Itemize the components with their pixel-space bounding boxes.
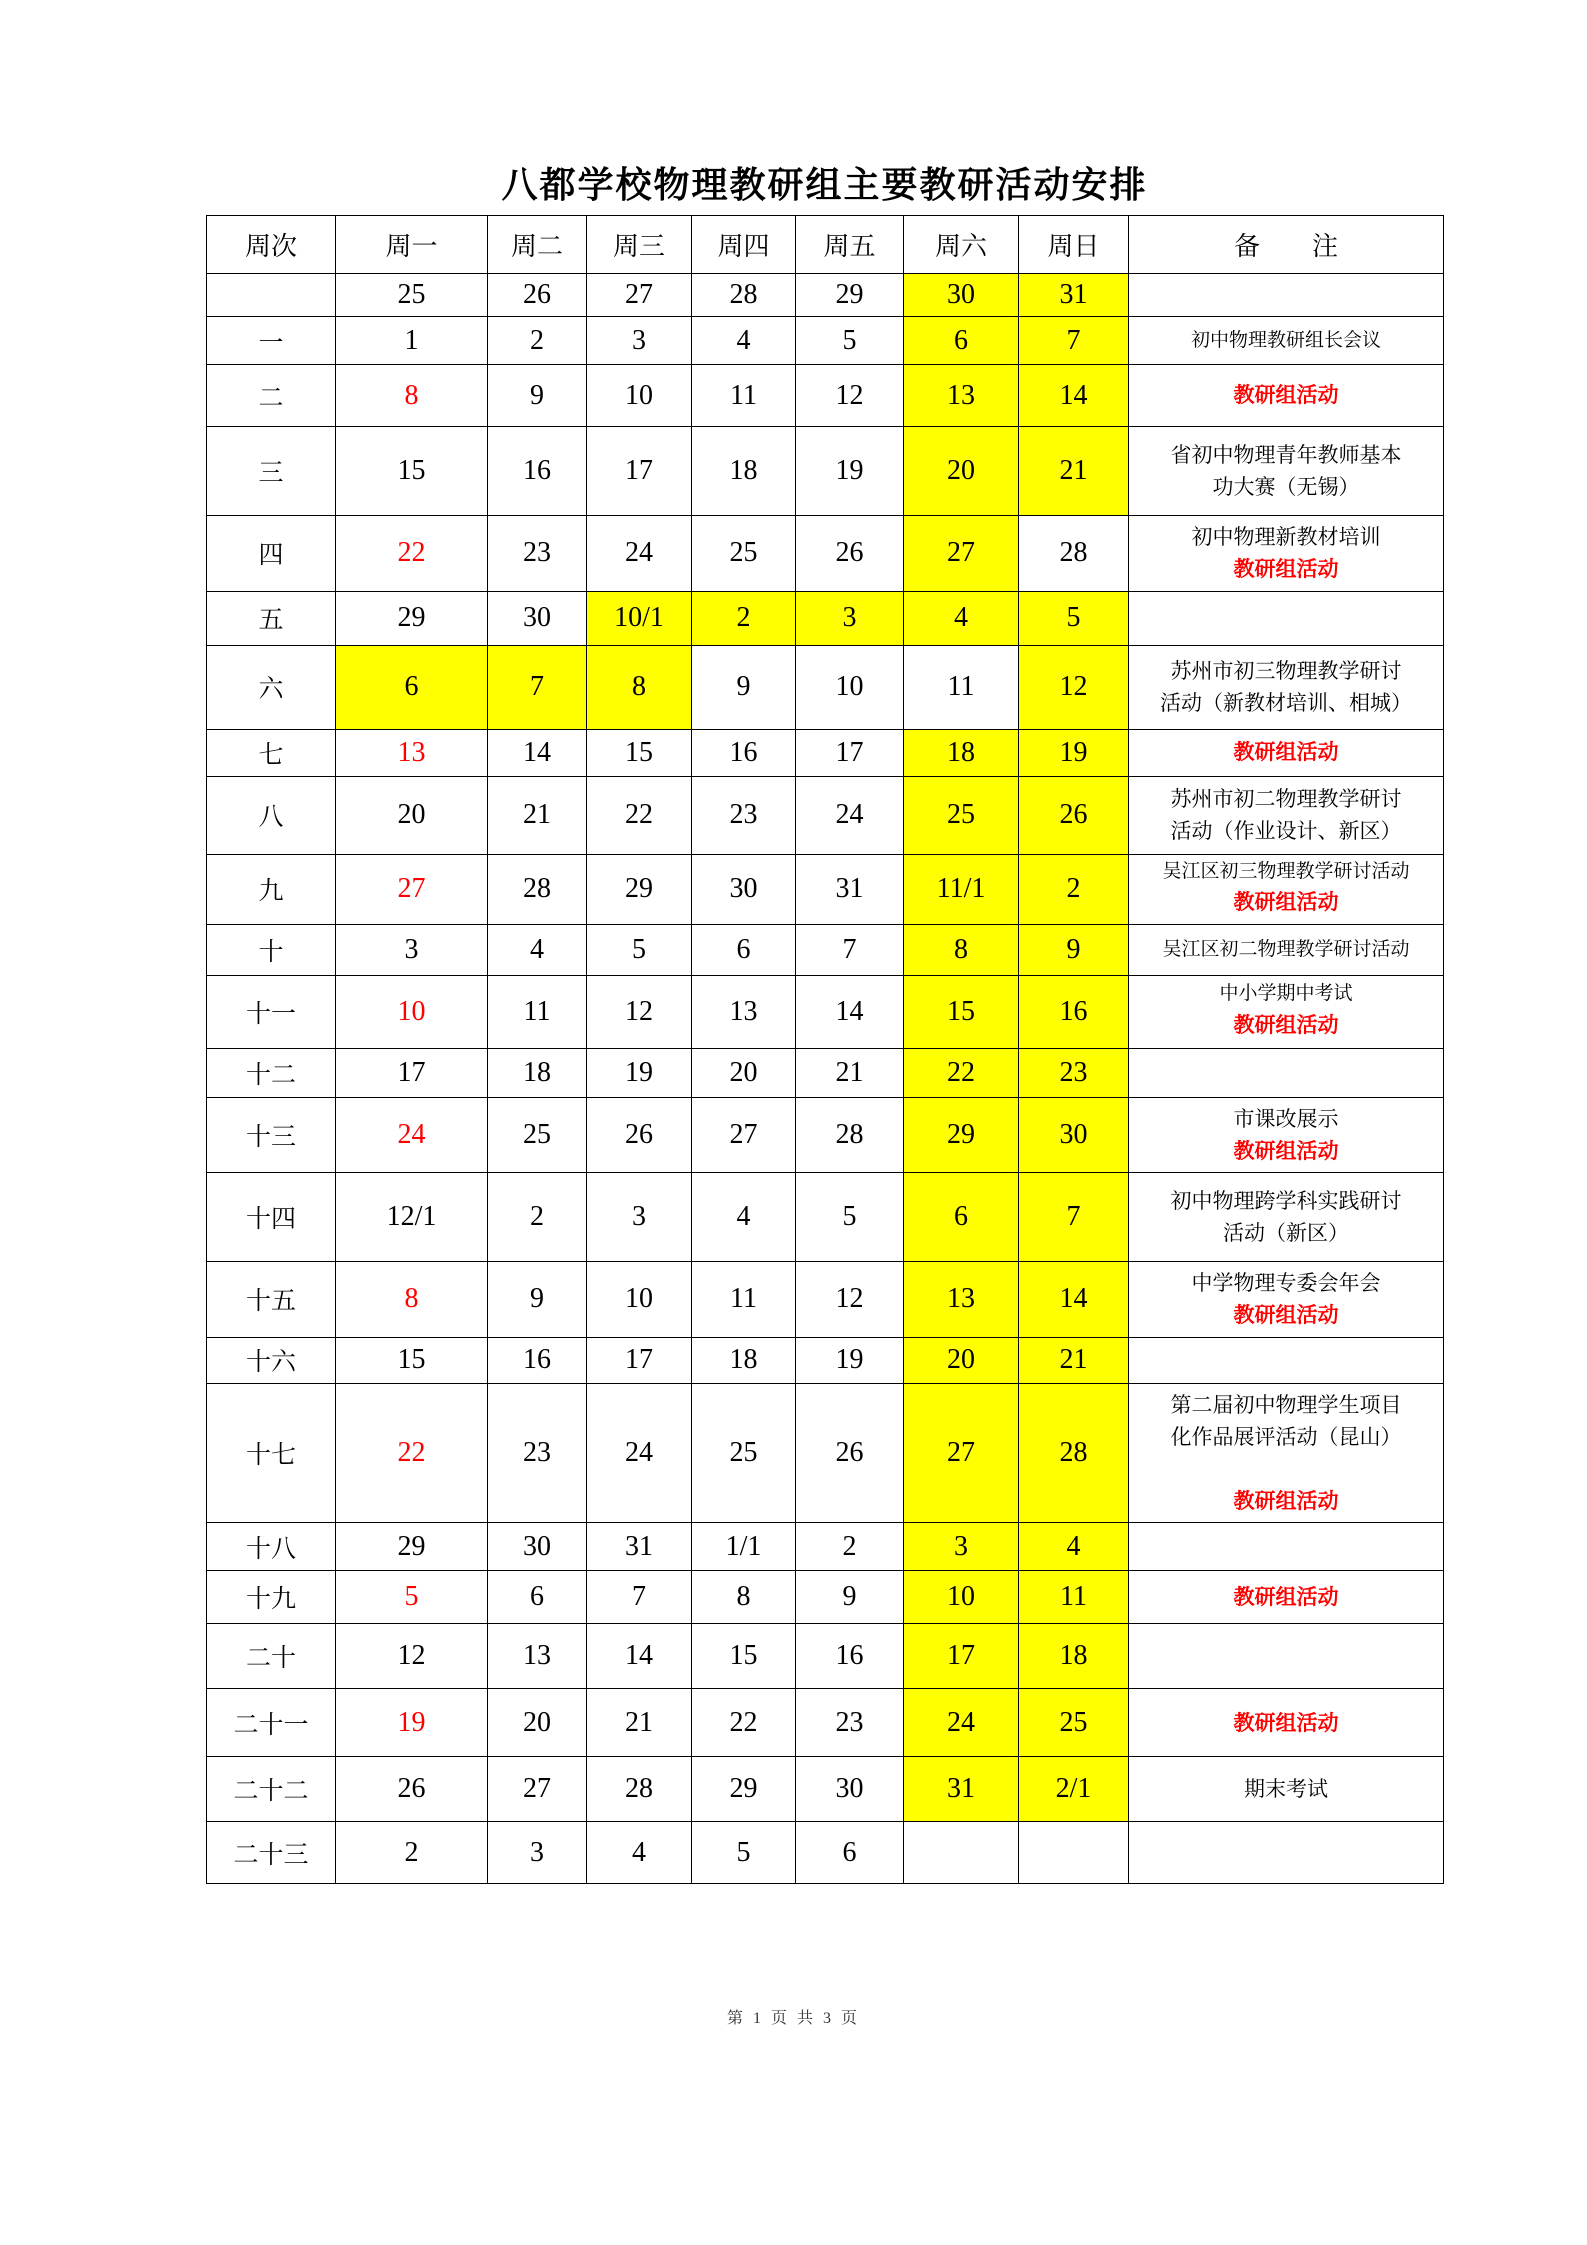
remark-line: 第二届初中物理学生项目 xyxy=(1170,1392,1402,1417)
table-row xyxy=(207,365,1444,427)
remark-cell xyxy=(1129,1624,1444,1689)
date-cell: 7 xyxy=(587,1571,692,1624)
date-cell: 19 xyxy=(336,1689,488,1757)
date-cell: 21 xyxy=(1019,427,1129,516)
date-cell: 9 xyxy=(1019,924,1129,975)
remark-cell xyxy=(1129,776,1444,854)
remark-cell xyxy=(1129,516,1444,592)
remark-cell xyxy=(1129,1048,1444,1097)
remark-line: 教研组活动 xyxy=(1233,740,1339,765)
page-title: 八都学校物理教研组主要教研活动安排 xyxy=(501,165,1148,205)
date-cell: 25 xyxy=(1019,1689,1129,1757)
remark-line: 吴江区初二物理教学研讨活动 xyxy=(1162,938,1410,960)
remark-cell xyxy=(1129,1523,1444,1571)
table-row xyxy=(207,1571,1444,1624)
column-header-week: 周次 xyxy=(207,216,336,274)
date-cell: 5 xyxy=(796,317,904,365)
table-row xyxy=(207,274,1444,317)
column-header-mon: 周一 xyxy=(336,216,488,274)
date-cell: 31 xyxy=(796,854,904,924)
date-cell: 9 xyxy=(796,1571,904,1624)
date-cell: 21 xyxy=(796,1048,904,1097)
date-cell: 8 xyxy=(904,924,1019,975)
date-cell: 6 xyxy=(488,1571,587,1624)
date-cell: 26 xyxy=(488,274,587,317)
table-row xyxy=(207,975,1444,1048)
remark-cell xyxy=(1129,1571,1444,1624)
date-cell: 25 xyxy=(692,516,796,592)
column-header-remark: 备 注 xyxy=(1129,216,1444,274)
remark-line: 教研组活动 xyxy=(1233,1138,1339,1163)
remark-line: 功大赛（无锡） xyxy=(1212,475,1360,499)
column-header-wed: 周三 xyxy=(587,216,692,274)
date-cell: 10/1 xyxy=(587,591,692,645)
week-label: 十六 xyxy=(207,1337,336,1383)
remark-cell xyxy=(1129,1173,1444,1262)
date-cell: 13 xyxy=(692,975,796,1048)
date-cell: 21 xyxy=(587,1689,692,1757)
week-label: 三 xyxy=(207,427,336,516)
date-cell: 30 xyxy=(904,274,1019,317)
date-cell: 12 xyxy=(796,365,904,427)
date-cell: 30 xyxy=(488,591,587,645)
date-cell: 22 xyxy=(336,516,488,592)
remark-line: 教研组活动 xyxy=(1233,1489,1339,1513)
remark-cell xyxy=(1129,924,1444,975)
date-cell: 26 xyxy=(587,1097,692,1173)
date-cell: 18 xyxy=(1019,1624,1129,1689)
remark-line: 市课改展示 xyxy=(1233,1106,1339,1131)
table-row xyxy=(207,1523,1444,1571)
date-cell: 11 xyxy=(1019,1571,1129,1624)
week-label: 五 xyxy=(207,591,336,645)
remark-line: 教研组活动 xyxy=(1233,383,1339,408)
date-cell: 14 xyxy=(1019,1262,1129,1338)
remark-line: 活动（作业设计、新区） xyxy=(1170,819,1402,843)
date-cell: 8 xyxy=(587,645,692,729)
remark-line: 教研组活动 xyxy=(1233,557,1339,582)
date-cell: 14 xyxy=(587,1624,692,1689)
remark-line: 初中物理新教材培训 xyxy=(1191,525,1381,549)
date-cell: 9 xyxy=(488,1262,587,1338)
date-cell: 24 xyxy=(587,516,692,592)
date-cell: 2 xyxy=(796,1523,904,1571)
table-row xyxy=(207,1822,1444,1884)
date-cell: 20 xyxy=(904,1337,1019,1383)
remark-line: 教研组活动 xyxy=(1233,1585,1339,1610)
date-cell: 6 xyxy=(904,1173,1019,1262)
remark-line: 期末考试 xyxy=(1244,1777,1328,1802)
remark-line: 中学物理专委会年会 xyxy=(1191,1271,1381,1295)
date-cell: 11 xyxy=(488,975,587,1048)
schedule-table-body xyxy=(207,274,1444,1884)
column-header-sat: 周六 xyxy=(904,216,1019,274)
table-row xyxy=(207,427,1444,516)
date-cell: 17 xyxy=(336,1048,488,1097)
date-cell: 22 xyxy=(904,1048,1019,1097)
date-cell: 23 xyxy=(488,516,587,592)
date-cell: 4 xyxy=(488,924,587,975)
remark-line: 教研组活动 xyxy=(1233,890,1339,915)
date-cell: 18 xyxy=(488,1048,587,1097)
date-cell: 7 xyxy=(796,924,904,975)
table-row xyxy=(207,1048,1444,1097)
remark-cell xyxy=(1129,591,1444,645)
date-cell: 2/1 xyxy=(1019,1757,1129,1822)
date-cell: 13 xyxy=(904,365,1019,427)
date-cell: 28 xyxy=(488,854,587,924)
date-cell: 21 xyxy=(1019,1337,1129,1383)
week-label: 二十二 xyxy=(207,1757,336,1822)
date-cell: 25 xyxy=(336,274,488,317)
date-cell: 30 xyxy=(1019,1097,1129,1173)
date-cell: 28 xyxy=(692,274,796,317)
date-cell: 6 xyxy=(904,317,1019,365)
table-row xyxy=(207,1689,1444,1757)
remark-cell xyxy=(1129,365,1444,427)
table-row xyxy=(207,854,1444,924)
remark-cell xyxy=(1129,729,1444,776)
date-cell: 18 xyxy=(904,729,1019,776)
week-label: 二十一 xyxy=(207,1689,336,1757)
date-cell: 15 xyxy=(904,975,1019,1048)
date-cell: 17 xyxy=(587,427,692,516)
date-cell: 12 xyxy=(796,1262,904,1338)
remark-cell xyxy=(1129,274,1444,317)
date-cell: 15 xyxy=(587,729,692,776)
date-cell: 20 xyxy=(904,427,1019,516)
date-cell: 2 xyxy=(1019,854,1129,924)
date-cell: 23 xyxy=(692,776,796,854)
remark-cell xyxy=(1129,1822,1444,1884)
table-row xyxy=(207,516,1444,592)
week-label: 九 xyxy=(207,854,336,924)
date-cell: 3 xyxy=(488,1822,587,1884)
date-cell: 12 xyxy=(587,975,692,1048)
week-label: 二十三 xyxy=(207,1822,336,1884)
date-cell: 28 xyxy=(1019,516,1129,592)
date-cell: 10 xyxy=(796,645,904,729)
date-cell: 14 xyxy=(796,975,904,1048)
date-cell: 25 xyxy=(488,1097,587,1173)
date-cell: 24 xyxy=(587,1383,692,1523)
remark-cell xyxy=(1129,427,1444,516)
date-cell: 16 xyxy=(488,427,587,516)
date-cell: 11 xyxy=(904,645,1019,729)
remark-line: 苏州市初二物理教学研讨 xyxy=(1170,786,1402,811)
date-cell: 2 xyxy=(488,1173,587,1262)
date-cell: 3 xyxy=(904,1523,1019,1571)
table-row xyxy=(207,1337,1444,1383)
date-cell: 5 xyxy=(1019,591,1129,645)
date-cell: 9 xyxy=(488,365,587,427)
date-cell: 11 xyxy=(692,1262,796,1338)
date-cell: 15 xyxy=(692,1624,796,1689)
column-header-tue: 周二 xyxy=(488,216,587,274)
date-cell: 5 xyxy=(336,1571,488,1624)
date-cell: 22 xyxy=(692,1689,796,1757)
date-cell: 23 xyxy=(1019,1048,1129,1097)
date-cell: 11/1 xyxy=(904,854,1019,924)
date-cell: 2 xyxy=(336,1822,488,1884)
date-cell: 27 xyxy=(904,516,1019,592)
date-cell: 7 xyxy=(488,645,587,729)
date-cell: 29 xyxy=(796,274,904,317)
date-cell: 24 xyxy=(336,1097,488,1173)
date-cell: 17 xyxy=(587,1337,692,1383)
date-cell: 12/1 xyxy=(336,1173,488,1262)
date-cell xyxy=(1019,1822,1129,1884)
column-header-thu: 周四 xyxy=(692,216,796,274)
table-row xyxy=(207,924,1444,975)
date-cell: 20 xyxy=(488,1689,587,1757)
week-label: 十一 xyxy=(207,975,336,1048)
date-cell: 4 xyxy=(904,591,1019,645)
date-cell: 17 xyxy=(796,729,904,776)
schedule-table xyxy=(206,215,1444,1884)
date-cell: 4 xyxy=(692,1173,796,1262)
date-cell: 19 xyxy=(587,1048,692,1097)
remark-line: 活动（新区） xyxy=(1223,1221,1349,1245)
date-cell: 29 xyxy=(336,1523,488,1571)
date-cell: 13 xyxy=(488,1624,587,1689)
date-cell: 25 xyxy=(692,1383,796,1523)
date-cell: 15 xyxy=(336,1337,488,1383)
date-cell: 29 xyxy=(904,1097,1019,1173)
remark-line: 教研组活动 xyxy=(1233,1710,1339,1735)
date-cell: 28 xyxy=(796,1097,904,1173)
remark-line: 活动（新教材培训、相城） xyxy=(1160,691,1412,715)
date-cell: 27 xyxy=(904,1383,1019,1523)
remark-line: 中小学期中考试 xyxy=(1219,983,1353,1004)
remark-cell xyxy=(1129,1097,1444,1173)
week-label: 二十 xyxy=(207,1624,336,1689)
date-cell: 16 xyxy=(488,1337,587,1383)
date-cell: 4 xyxy=(692,317,796,365)
week-label: 十五 xyxy=(207,1262,336,1338)
date-cell: 19 xyxy=(796,1337,904,1383)
date-cell: 14 xyxy=(488,729,587,776)
week-label: 四 xyxy=(207,516,336,592)
remark-cell xyxy=(1129,854,1444,924)
week-label: 八 xyxy=(207,776,336,854)
date-cell: 5 xyxy=(692,1822,796,1884)
date-cell: 2 xyxy=(692,591,796,645)
date-cell: 3 xyxy=(587,1173,692,1262)
date-cell: 18 xyxy=(692,1337,796,1383)
date-cell: 31 xyxy=(904,1757,1019,1822)
date-cell: 10 xyxy=(587,365,692,427)
date-cell: 27 xyxy=(587,274,692,317)
date-cell: 31 xyxy=(1019,274,1129,317)
date-cell: 24 xyxy=(904,1689,1019,1757)
date-cell: 3 xyxy=(336,924,488,975)
week-label: 十八 xyxy=(207,1523,336,1571)
remark-line: 初中物理跨学科实践研讨 xyxy=(1170,1188,1402,1213)
remark-line: 省初中物理青年教师基本 xyxy=(1170,442,1402,467)
date-cell: 8 xyxy=(336,365,488,427)
date-cell: 28 xyxy=(1019,1383,1129,1523)
week-label: 六 xyxy=(207,645,336,729)
date-cell: 9 xyxy=(692,645,796,729)
remark-line: 教研组活动 xyxy=(1233,1303,1339,1328)
date-cell: 7 xyxy=(1019,317,1129,365)
header-row xyxy=(207,216,1444,274)
date-cell: 24 xyxy=(796,776,904,854)
week-label xyxy=(207,274,336,317)
date-cell: 20 xyxy=(336,776,488,854)
date-cell: 30 xyxy=(488,1523,587,1571)
date-cell: 13 xyxy=(336,729,488,776)
date-cell: 1 xyxy=(336,317,488,365)
date-cell: 27 xyxy=(336,854,488,924)
remark-line: 苏州市初三物理教学研讨 xyxy=(1170,658,1402,683)
date-cell: 26 xyxy=(796,516,904,592)
column-header-sun: 周日 xyxy=(1019,216,1129,274)
date-cell: 10 xyxy=(904,1571,1019,1624)
week-label: 二 xyxy=(207,365,336,427)
date-cell: 4 xyxy=(1019,1523,1129,1571)
date-cell: 1/1 xyxy=(692,1523,796,1571)
date-cell: 31 xyxy=(587,1523,692,1571)
date-cell: 7 xyxy=(1019,1173,1129,1262)
remark-cell xyxy=(1129,645,1444,729)
remark-line: 吴江区初三物理教学研讨活动 xyxy=(1162,860,1410,882)
date-cell: 26 xyxy=(1019,776,1129,854)
remark-cell xyxy=(1129,317,1444,365)
date-cell: 29 xyxy=(587,854,692,924)
remark-line: 教研组活动 xyxy=(1233,1012,1339,1037)
week-label: 十三 xyxy=(207,1097,336,1173)
remark-cell xyxy=(1129,975,1444,1048)
date-cell: 18 xyxy=(692,427,796,516)
date-cell: 23 xyxy=(796,1689,904,1757)
date-cell: 15 xyxy=(336,427,488,516)
date-cell: 11 xyxy=(692,365,796,427)
remark-cell xyxy=(1129,1383,1444,1523)
date-cell: 16 xyxy=(1019,975,1129,1048)
date-cell: 16 xyxy=(796,1624,904,1689)
remark-cell xyxy=(1129,1262,1444,1338)
table-row xyxy=(207,645,1444,729)
week-label: 一 xyxy=(207,317,336,365)
week-label: 十七 xyxy=(207,1383,336,1523)
remark-cell xyxy=(1129,1337,1444,1383)
date-cell: 27 xyxy=(692,1097,796,1173)
column-header-fri: 周五 xyxy=(796,216,904,274)
date-cell: 10 xyxy=(336,975,488,1048)
date-cell: 3 xyxy=(796,591,904,645)
date-cell: 26 xyxy=(336,1757,488,1822)
table-row xyxy=(207,1097,1444,1173)
date-cell: 30 xyxy=(796,1757,904,1822)
date-cell: 12 xyxy=(1019,645,1129,729)
table-row xyxy=(207,1757,1444,1822)
date-cell: 25 xyxy=(904,776,1019,854)
date-cell: 13 xyxy=(904,1262,1019,1338)
date-cell: 23 xyxy=(488,1383,587,1523)
date-cell: 5 xyxy=(587,924,692,975)
week-label: 十四 xyxy=(207,1173,336,1262)
date-cell: 21 xyxy=(488,776,587,854)
date-cell: 29 xyxy=(336,591,488,645)
date-cell: 22 xyxy=(336,1383,488,1523)
date-cell: 5 xyxy=(796,1173,904,1262)
date-cell: 8 xyxy=(336,1262,488,1338)
date-cell: 12 xyxy=(336,1624,488,1689)
date-cell: 8 xyxy=(692,1571,796,1624)
date-cell: 22 xyxy=(587,776,692,854)
table-row xyxy=(207,591,1444,645)
table-row xyxy=(207,1383,1444,1523)
date-cell: 6 xyxy=(796,1822,904,1884)
date-cell: 26 xyxy=(796,1383,904,1523)
page-footer: 第 1 页 共 3 页 xyxy=(726,2010,860,2027)
table-row xyxy=(207,317,1444,365)
date-cell: 27 xyxy=(488,1757,587,1822)
remark-line: 化作品展评活动（昆山） xyxy=(1170,1424,1402,1449)
date-cell: 10 xyxy=(587,1262,692,1338)
table-row xyxy=(207,1624,1444,1689)
week-label: 十九 xyxy=(207,1571,336,1624)
table-row xyxy=(207,729,1444,776)
date-cell: 28 xyxy=(587,1757,692,1822)
date-cell: 2 xyxy=(488,317,587,365)
remark-cell xyxy=(1129,1689,1444,1757)
date-cell: 4 xyxy=(587,1822,692,1884)
date-cell: 19 xyxy=(1019,729,1129,776)
date-cell: 3 xyxy=(587,317,692,365)
date-cell: 30 xyxy=(692,854,796,924)
date-cell: 14 xyxy=(1019,365,1129,427)
date-cell: 29 xyxy=(692,1757,796,1822)
remark-cell xyxy=(1129,1757,1444,1822)
date-cell: 20 xyxy=(692,1048,796,1097)
week-label: 十二 xyxy=(207,1048,336,1097)
table-row xyxy=(207,776,1444,854)
date-cell: 17 xyxy=(904,1624,1019,1689)
week-label: 十 xyxy=(207,924,336,975)
remark-line xyxy=(1133,1456,1439,1482)
date-cell: 6 xyxy=(336,645,488,729)
date-cell: 16 xyxy=(692,729,796,776)
date-cell: 6 xyxy=(692,924,796,975)
table-row xyxy=(207,1262,1444,1338)
week-label: 七 xyxy=(207,729,336,776)
remark-line: 初中物理教研组长会议 xyxy=(1190,329,1381,351)
date-cell xyxy=(904,1822,1019,1884)
date-cell: 19 xyxy=(796,427,904,516)
table-row xyxy=(207,1173,1444,1262)
